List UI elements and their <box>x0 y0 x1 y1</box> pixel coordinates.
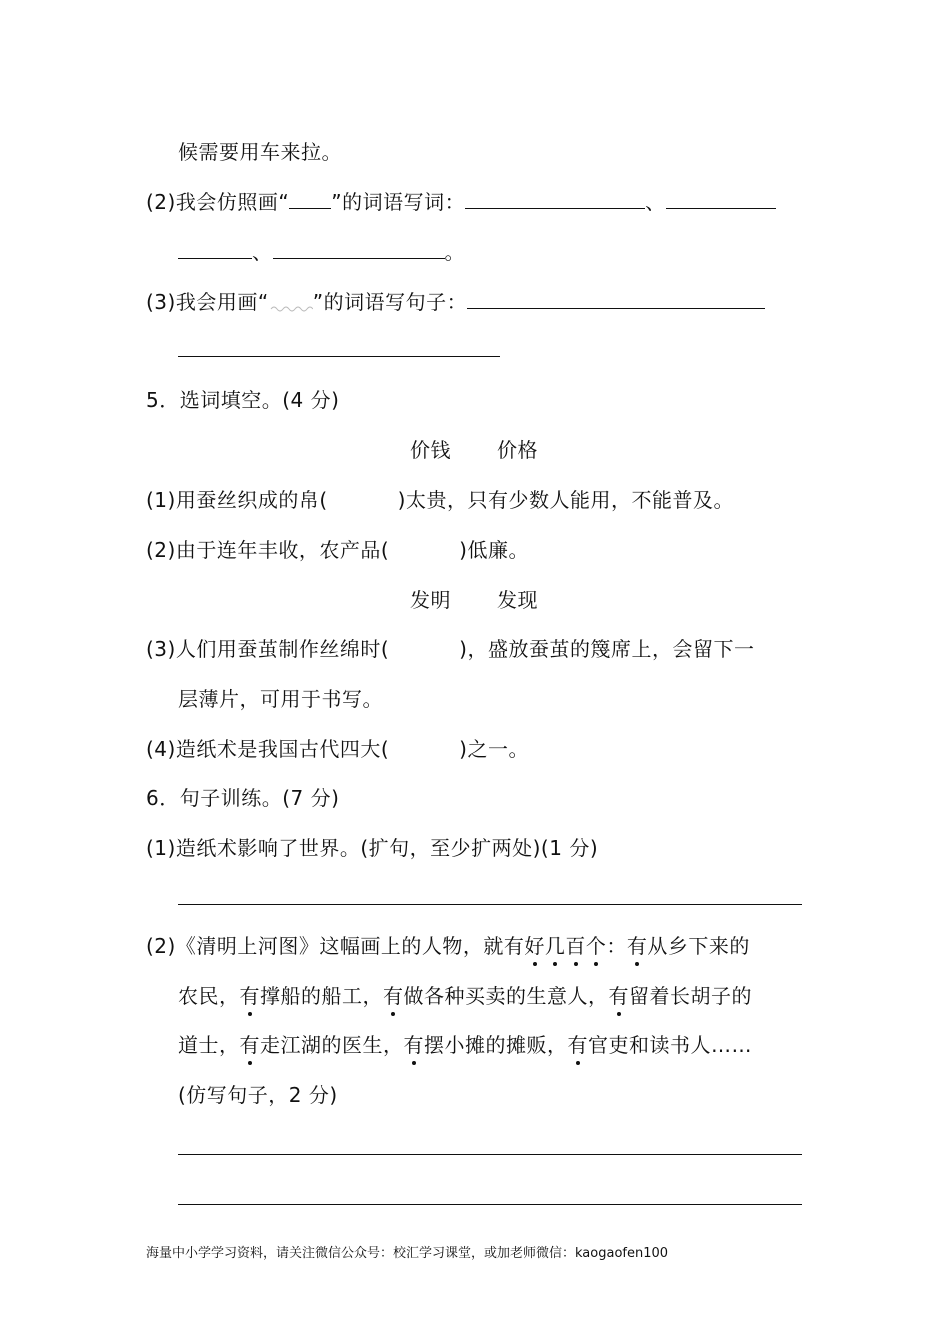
answer-blank-sentence-b[interactable] <box>178 356 500 357</box>
answer-blank-sentence-a[interactable] <box>467 290 765 309</box>
emphasis-dot-char: 有 <box>403 1033 424 1057</box>
sentence-text: 官吏和读书人…… <box>588 1033 752 1057</box>
word-option: 发现 <box>497 588 538 612</box>
answer-line-3[interactable] <box>178 1204 802 1205</box>
answer-blank-2a[interactable] <box>666 190 776 209</box>
sentence-text: (2)由于连年丰收，农产品( <box>146 538 390 562</box>
q4-part2-prefix: (2)我会仿照画“ <box>146 190 290 214</box>
sentence-text: 撑船的船工， <box>260 984 383 1008</box>
q5-word-options-a <box>410 436 538 464</box>
emphasis-dot-char: 有 <box>239 1033 260 1057</box>
q4-part3-prefix: (3)我会用画“ <box>146 290 269 314</box>
answer-line-2[interactable] <box>178 1154 802 1155</box>
q6-sentence-2-line1 <box>146 932 750 960</box>
emphasis-dot-char: 好 <box>524 934 545 958</box>
sentence-text: 做各种买卖的生意人， <box>403 984 609 1008</box>
word-option: 价格 <box>497 438 538 462</box>
emphasis-dot-char: 百 <box>565 934 586 958</box>
q6-title: 6．句子训练。(7 分) <box>146 786 340 810</box>
sentence-text: )之一。 <box>459 737 529 761</box>
sentence-text: )，盛放蚕茧的篾席上，会留下一 <box>459 637 755 661</box>
answer-blank-2b[interactable] <box>178 240 252 259</box>
q6-sentence-2-line3 <box>178 1031 752 1059</box>
q5-word-options-b <box>410 586 538 614</box>
answer-blank-3[interactable] <box>273 240 445 259</box>
sentence-text: 道士， <box>178 1033 240 1057</box>
sentence-text: 从乡下来的 <box>647 934 750 958</box>
sentence-text: (4)造纸术是我国古代四大( <box>146 737 390 761</box>
q6-sentence-2-instruction: (仿写句子，2 分) <box>178 1083 338 1107</box>
sentence-text: )低廉。 <box>459 538 529 562</box>
sentence-text: 摆小摊的摊贩， <box>424 1033 568 1057</box>
q4-continuation-text: 候需要用车来拉。 <box>178 140 342 164</box>
q4-part3-line <box>146 288 765 316</box>
straight-underline-sample <box>289 190 331 209</box>
sentence-text: 农民， <box>178 984 240 1008</box>
word-option: 发明 <box>410 588 451 612</box>
q6-sentence-1: (1)造纸术影响了世界。(扩句，至少扩两处)(1 分) <box>146 836 599 860</box>
sentence-text: (2)《清明上河图》这幅画上的人物，就有 <box>146 934 525 958</box>
sentence-text: 走江湖的医生， <box>260 1033 404 1057</box>
separator: 、 <box>252 240 273 264</box>
separator: 、 <box>645 190 666 214</box>
emphasis-dot-char: 几 <box>544 934 566 958</box>
emphasis-dot-char: 有 <box>608 984 629 1008</box>
q5-sentence-2 <box>146 536 529 564</box>
sentence-text: 留着长胡子的 <box>629 984 752 1008</box>
q4-part2-line2 <box>178 238 465 266</box>
answer-line-1[interactable] <box>178 904 802 905</box>
q5-sentence-3 <box>146 635 754 663</box>
emphasis-dot-char: 有 <box>626 934 648 958</box>
wavy-underline-sample <box>269 291 313 309</box>
period: 。 <box>444 240 465 264</box>
q5-sentence-1 <box>146 486 734 514</box>
emphasis-dot-char: 个 <box>585 934 607 958</box>
sentence-text: (3)人们用蚕茧制作丝绵时( <box>146 637 390 661</box>
q4-part3-mid: ”的词语写句子： <box>312 290 468 314</box>
sentence-text: )太贵，只有少数人能用，不能普及。 <box>397 488 734 512</box>
q5-title: 5．选词填空。(4 分) <box>146 388 340 412</box>
emphasis-dot-char: 有 <box>239 984 260 1008</box>
sentence-text: ： <box>606 934 627 958</box>
q4-part2-mid: ”的词语写词： <box>331 190 466 214</box>
sentence-text: (1)用蚕丝织成的帛( <box>146 488 328 512</box>
q6-sentence-2-line2 <box>178 982 752 1010</box>
word-option: 价钱 <box>410 438 451 462</box>
q4-part2-line <box>146 188 776 216</box>
emphasis-dot-char: 有 <box>383 984 404 1008</box>
emphasis-dot-char: 有 <box>567 1033 588 1057</box>
q5-sentence-3-cont: 层薄片，可用于书写。 <box>178 687 383 711</box>
q5-sentence-4 <box>146 735 529 763</box>
answer-blank-1[interactable] <box>465 190 645 209</box>
page-footer: 海量中小学学习资料，请关注微信公众号：校汇学习课堂，或加老师微信：kaogaofen100 <box>146 1246 669 1261</box>
